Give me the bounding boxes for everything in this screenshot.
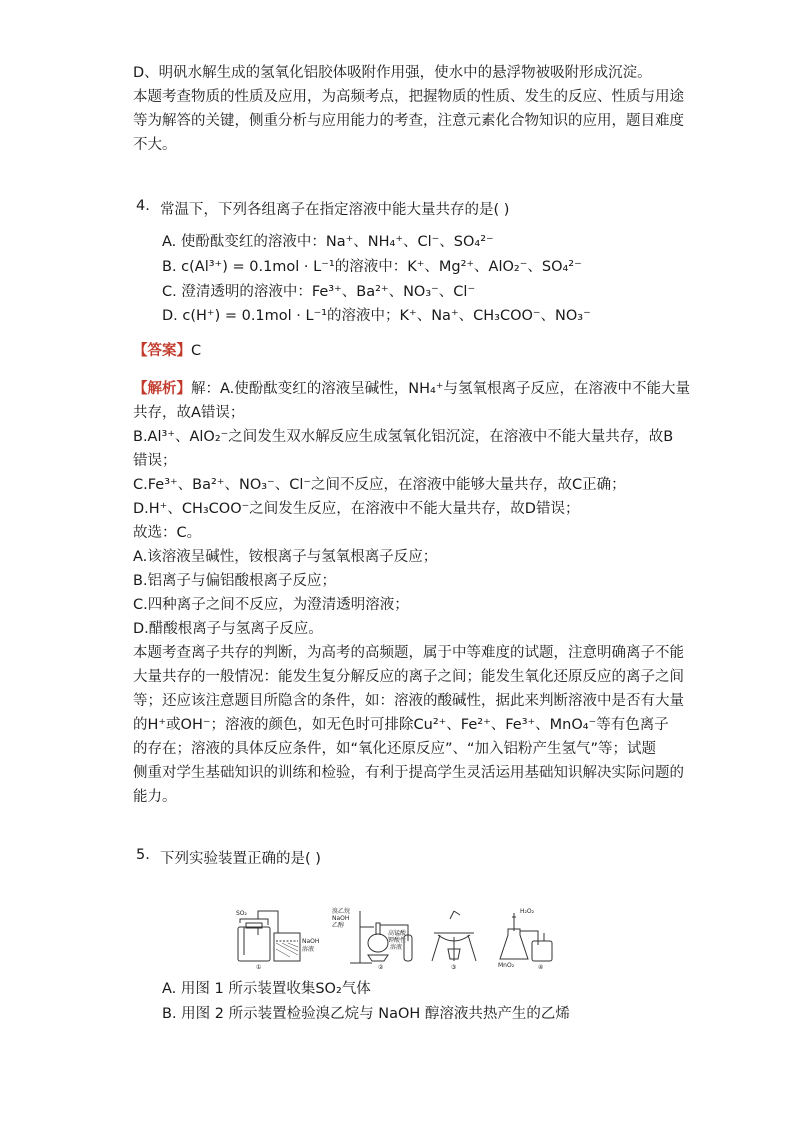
question-4-option-c: C. 澄清透明的溶液中：Fe³⁺、Ba²⁺、NO₃⁻、Cl⁻ (162, 284, 476, 300)
label-kmno4-2: 钾酸性 (388, 937, 407, 944)
label-so2: SO₂ (236, 910, 247, 917)
apparatus-4-drawing (500, 913, 552, 961)
apparatus-svg (232, 905, 562, 971)
analysis-line-11: D.醋酸根离子与氢离子反应。 (133, 621, 323, 637)
question-5-stem: 下列实验装置正确的是( ) (160, 851, 321, 867)
label-mno2: MnO₂ (498, 962, 515, 969)
answer-value: C (191, 343, 202, 359)
analysis-line-7: 故选：C。 (133, 525, 202, 541)
question-4-answer (133, 341, 201, 361)
label-fig-3: ③ (451, 964, 457, 971)
apparatus-1-drawing (238, 911, 300, 961)
analysis-line-18: 能力。 (133, 789, 177, 805)
question-5-option-b: B. 用图 2 所示装置检验溴乙烷与 NaOH 醇溶液共热产生的乙烯 (162, 1006, 570, 1022)
analysis-line-17: 侧重对学生基础知识的训练和检验，有利于提高学生灵活运用基础知识解决实际问题的 (133, 765, 684, 781)
answer-tag: 【答案】 (133, 343, 191, 359)
question-4-option-b: B. c(Al³⁺) = 0.1mol · L⁻¹的溶液中：K⁺、Mg²⁺、AlO₂⁻、SO₄²⁻ (162, 259, 582, 275)
label-kmno4-3: 溶液 (390, 944, 403, 951)
prev-summary-line-2: 等为解答的关键，侧重分析与应用能力的考查，注意元素化合物知识的应用，题目难度 (133, 113, 684, 129)
question-4-option-d: D. c(H⁺) = 0.1mol · L⁻¹的溶液中；K⁺、Na⁺、CH₃COO⁻、NO₃⁻ (162, 308, 591, 324)
analysis-line-9: B.铝离子与偏铝酸根离子反应； (133, 573, 337, 589)
question-5-option-a: A. 用图 1 所示装置收集SO₂气体 (162, 981, 371, 997)
apparatus-figure (232, 905, 562, 971)
analysis-line-14: 等；还应该注意题目所隐含的条件，如：溶液的酸碱性，据此来判断溶液中是否有大量 (133, 693, 684, 709)
label-kmno4-1: 高锰酸 (388, 930, 407, 937)
analysis-line-6: D.H⁺、CH₃COO⁻之间发生反应，在溶液中不能大量共存，故D错误； (133, 501, 580, 517)
analysis-line-15: 的H⁺或OH⁻；溶液的颜色，如无色时可排除Cu²⁺、Fe²⁺、Fe³⁺、MnO₄⁻等有色离子 (133, 717, 669, 733)
question-4-option-a: A. 使酚酞变红的溶液中：Na⁺、NH₄⁺、Cl⁻、SO₄²⁻ (162, 234, 494, 250)
prev-option-d: D、明矾水解生成的氢氧化铝胶体吸附作用强，使水中的悬浮物被吸附形成沉淀。 (133, 65, 652, 81)
analysis-line-4: 错误； (133, 453, 177, 469)
label-ethanol: 乙醇 (332, 922, 345, 929)
label-fig-1: ① (256, 964, 262, 971)
question-4-stem: 常温下，下列各组离子在指定溶液中能大量共存的是( ) (160, 202, 510, 218)
analysis-line-1 (133, 379, 690, 399)
prev-summary-line-3: 不大。 (133, 137, 177, 153)
analysis-line-13: 大量共存的一般情况：能发生复分解反应的离子之间；能发生氧化还原反应的离子之间 (133, 669, 684, 685)
analysis-line-5: C.Fe³⁺、Ba²⁺、NO₃⁻、Cl⁻之间不反应，在溶液中能够大量共存，故C正确； (133, 477, 626, 493)
analysis-line-16: 的存在；溶液的具体反应条件，如“氧化还原反应”、“加入铝粉产生氢气”等；试题 (133, 741, 657, 757)
label-bromoethane: 溴乙烷 (332, 908, 351, 915)
label-naoh: NaOH (302, 938, 320, 945)
analysis-line-10: C.四种离子之间不反应，为澄清透明溶液； (133, 597, 409, 613)
prev-summary-line-1: 本题考查物质的性质及应用，为高频考点，把握物质的性质、发生的反应、性质与用途 (133, 89, 684, 105)
analysis-line-2: 共存，故A错误； (133, 405, 245, 421)
label-naoh-2: NaOH (332, 915, 350, 922)
apparatus-3-drawing (432, 911, 476, 961)
label-fig-4: ④ (538, 964, 544, 971)
analysis-line-8: A.该溶液呈碱性，铵根离子与氢氧根离子反应； (133, 549, 438, 565)
analysis-tag: 【解析】 (133, 381, 191, 397)
question-5-number: 5. (136, 847, 150, 863)
analysis-line-12: 本题考查离子共存的判断，为高考的高频题，属于中等难度的试题，注意明确离子不能 (133, 645, 684, 661)
question-4-number: 4. (136, 198, 150, 214)
analysis-line-3: B.Al³⁺、AlO₂⁻之间发生双水解反应生成氢氧化铝沉淀，在溶液中不能大量共存，故B (133, 429, 674, 445)
analysis-text: 解：A.使酚酞变红的溶液呈碱性，NH₄⁺与氢氧根离子反应，在溶液中不能大量 (191, 381, 690, 397)
label-h2o2: H₂O₂ (520, 908, 535, 915)
label-solution: 溶液 (302, 946, 315, 953)
label-fig-2: ② (378, 964, 384, 971)
